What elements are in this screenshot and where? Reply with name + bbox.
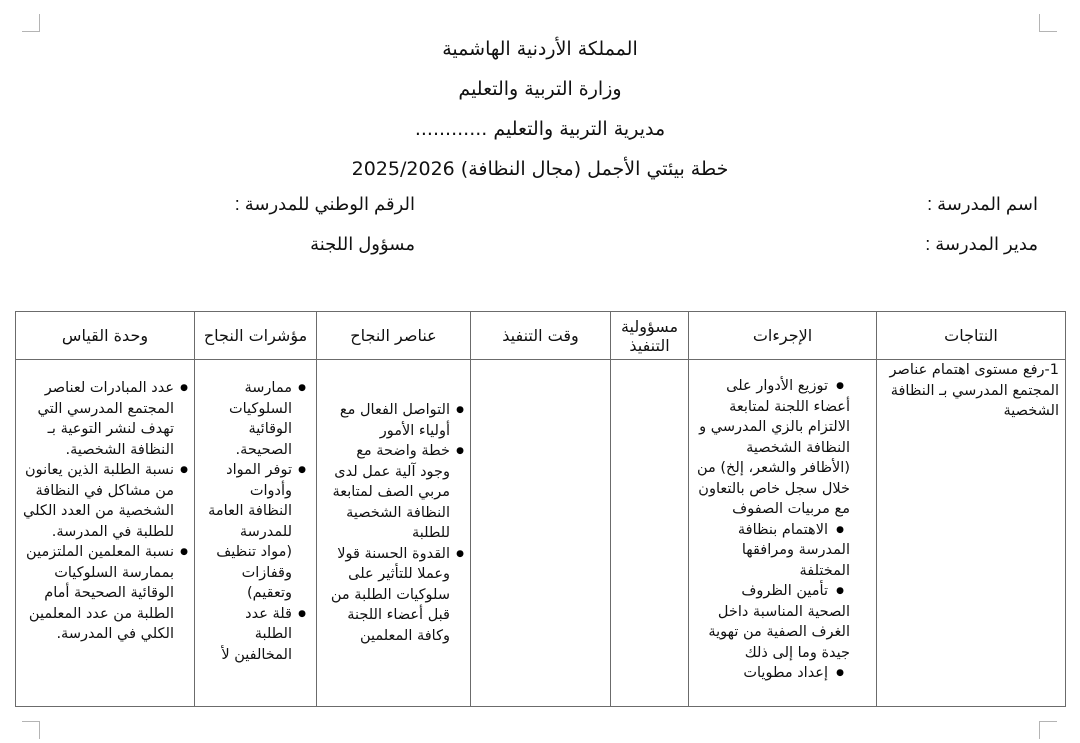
time-cell xyxy=(471,360,611,707)
header-outcomes: النتاجات xyxy=(877,312,1066,360)
header-responsibility: مسؤولية التنفيذ xyxy=(611,312,689,360)
measurement-units-list xyxy=(22,360,188,645)
procedures-cell xyxy=(689,360,877,707)
header-success-indicators: مؤشرات النجاح xyxy=(195,312,317,360)
success-indicators-cell xyxy=(195,360,317,707)
success-indicators-list xyxy=(201,360,310,665)
list-item: ● نسبة الطلبة الذين يعانون من مشاكل في النظافة الشخصية من العدد الكلي للطلبة في المدرسة. xyxy=(22,460,188,542)
school-national-id-field: الرقم الوطني للمدرسة : xyxy=(234,194,415,214)
procedures-list xyxy=(695,360,870,684)
list-item: ● قلة عدد الطلبة المخالفين لأ xyxy=(205,604,306,666)
table-row xyxy=(16,360,1066,707)
crop-mark-bottom-right xyxy=(1039,721,1057,739)
responsibility-cell xyxy=(611,360,689,707)
success-elements-list xyxy=(323,360,464,646)
plan-table xyxy=(15,311,1066,707)
table-header-row xyxy=(16,312,1066,360)
list-item: ● الاهتمام بنظافة المدرسة ومرافقها المختلفة xyxy=(695,520,866,582)
kingdom-title: المملكة الأردنية الهاشمية xyxy=(442,38,638,60)
header-success-elements: عناصر النجاح xyxy=(317,312,471,360)
list-item: ● توزيع الأدوار على أعضاء اللجنة لمتابعة الالتزام بالزي المدرسي و النظافة الشخصية (الأظافر والشعر، إلخ) من خلال سجل خاص بالتعاون مع مربيات الصفوف xyxy=(695,376,866,520)
header-time: وقت التنفيذ xyxy=(471,312,611,360)
list-item: ● نسبة المعلمين الملتزمين بممارسة السلوكيات الوقائية الصحيحة أمام الطلبة من عدد المعلمين الكلي في المدرسة. xyxy=(22,542,188,645)
list-item: ● تأمين الظروف الصحية المناسبة داخل الغرف الصفية من تهوية جيدة وما إلى ذلك xyxy=(695,581,866,663)
ministry-title: وزارة التربية والتعليم xyxy=(458,78,622,100)
list-item: ● إعداد مطويات xyxy=(695,663,866,684)
plan-title: خطة بيئتي الأجمل (مجال النظافة) 2025/2026 xyxy=(351,158,729,180)
list-item: ● عدد المبادرات لعناصر المجتمع المدرسي التي تهدف لنشر التوعية بـ النظافة الشخصية. xyxy=(22,378,188,460)
measurement-unit-cell xyxy=(16,360,195,707)
school-name-field: اسم المدرسة : xyxy=(927,194,1038,214)
crop-mark-bottom-left xyxy=(22,721,40,739)
success-elements-cell xyxy=(317,360,471,707)
header-procedures: الإجرءات xyxy=(689,312,877,360)
directorate-title: مديرية التربية والتعليم ............ xyxy=(414,118,666,140)
committee-lead-field: مسؤول اللجنة xyxy=(310,234,415,254)
list-item: ● القدوة الحسنة قولا وعملا للتأثير على سلوكيات الطلبة من قبل أعضاء اللجنة وكافة المعلمين xyxy=(323,544,464,647)
principal-field: مدير المدرسة : xyxy=(925,234,1038,254)
list-item: ● التواصل الفعال مع أولياء الأمور xyxy=(323,400,464,441)
document-header xyxy=(0,29,1080,189)
list-item: ● توفر المواد وأدوات النظافة العامة للمدرسة (مواد تنظيف وقفازات وتعقيم) xyxy=(205,460,306,604)
header-measurement-unit: وحدة القياس xyxy=(16,312,195,360)
list-item: ● ممارسة السلوكيات الوقائية الصحيحة. xyxy=(205,378,306,460)
outcome-cell: 1-رفع مستوى اهتمام عناصر المجتمع المدرسي بـ النظافة الشخصية xyxy=(877,360,1066,707)
list-item: ● خطة واضحة مع وجود آلية عمل لدى مربي الصف لمتابعة النظافة الشخصية للطلبة xyxy=(323,441,464,544)
